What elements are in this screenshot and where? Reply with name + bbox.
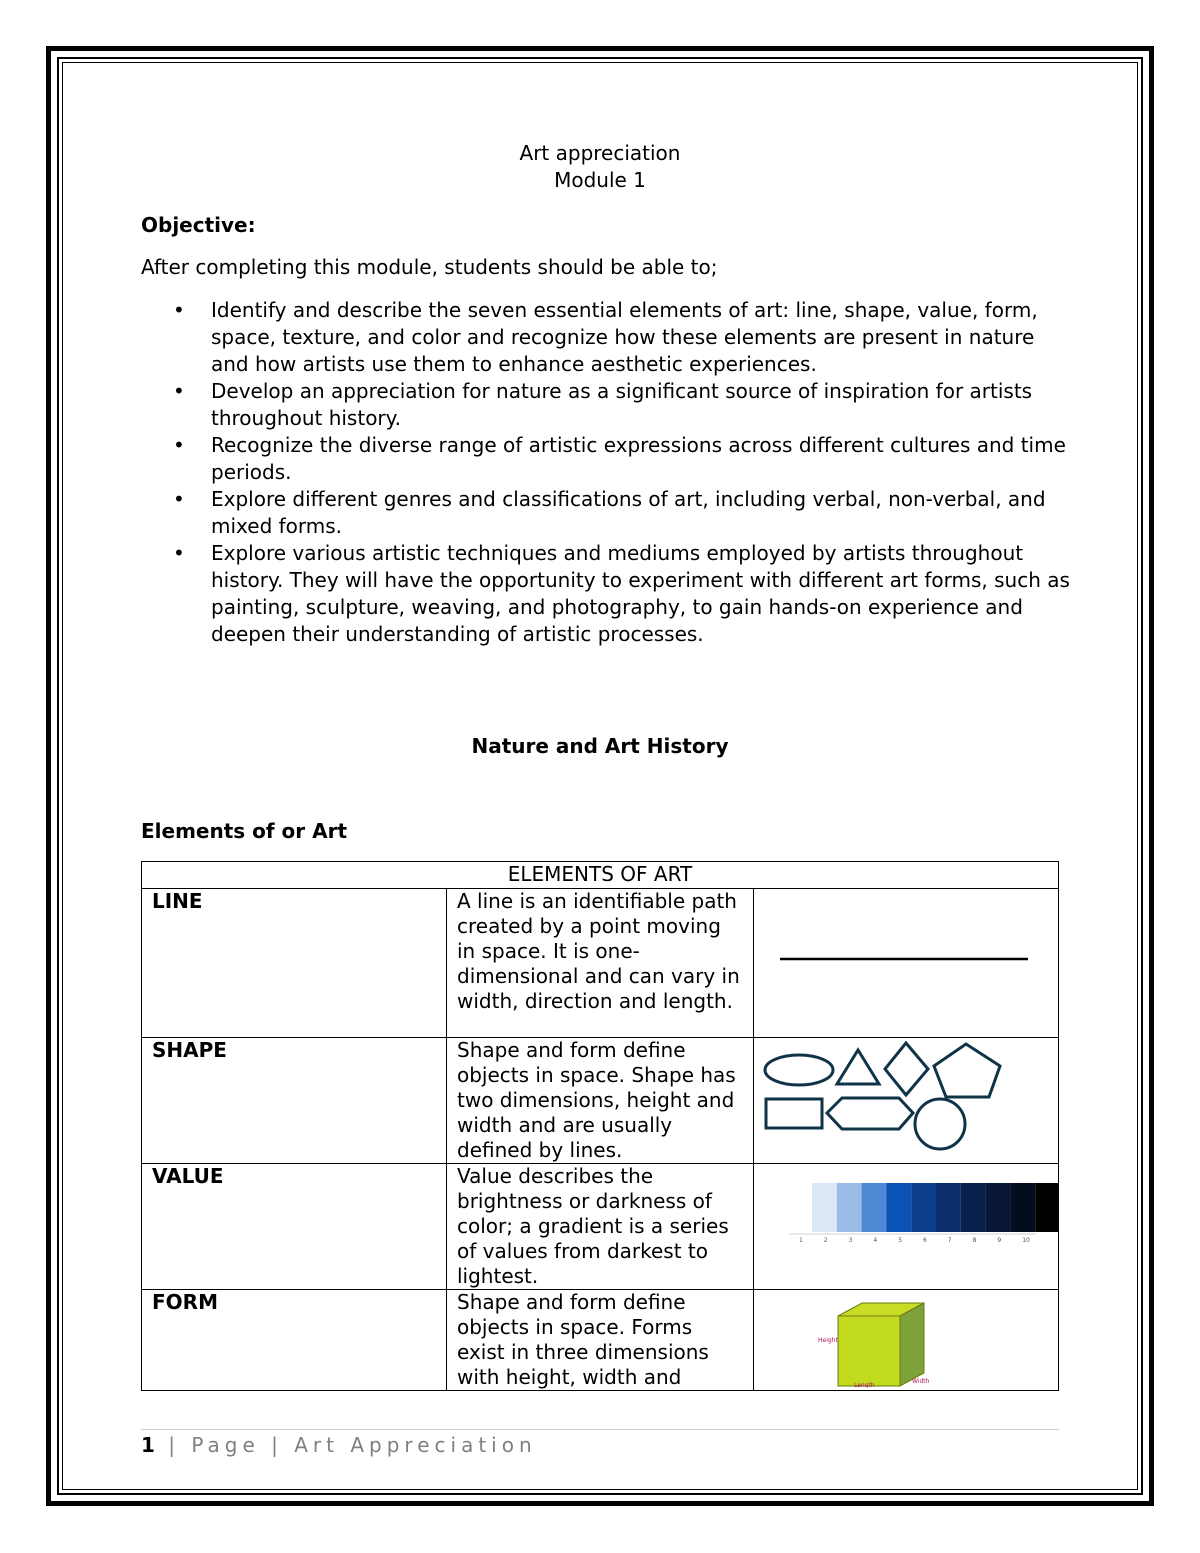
line-figure [754,889,1058,1037]
elements-table [141,861,1059,1391]
value-swatch [911,1183,936,1232]
footer-divider [141,1429,1059,1430]
document-title: Art appreciation [519,141,681,165]
cube-height-label: Height [818,1337,838,1344]
objective-item: • Explore different genres and classifications of art, including verbal, non-verbal, and mixed forms. [141,486,1071,540]
triangle-shape [837,1050,879,1084]
diamond-shape [885,1043,928,1095]
subsection-title: Elements of or Art [141,819,348,843]
value-swatch [812,1183,837,1232]
page-number: 1 [141,1433,157,1457]
footer-text: | Page | Art Appreciation [168,1433,537,1457]
element-description: A line is an identifiable path created by a point moving in space. It is one- dimensional and can vary in width, direction and length. [447,889,754,1038]
form-illustration [754,1290,1059,1391]
cube-length-label: Length [854,1382,875,1388]
value-swatch [837,1183,862,1232]
objective-heading: Objective: [141,213,256,237]
value-scale-label: 4 [873,1237,878,1244]
table-row [142,1038,1059,1164]
objective-intro: After completing this module, students should be able to; [141,255,718,279]
cube-front-face [838,1316,900,1386]
objective-item: • Recognize the diverse range of artistic expressions across different cultures and time periods. [141,432,1071,486]
value-scale-label: 9 [997,1237,1002,1244]
table-row [142,1164,1059,1290]
table-header: ELEMENTS OF ART [142,862,1059,889]
value-scale-label: 7 [947,1237,952,1244]
element-description: Shape and form define objects in space. Shape has two dimensions, height and width and are usually defined by lines. [447,1038,754,1164]
value-swatch [862,1183,887,1232]
line-illustration [754,889,1059,1038]
value-illustration [754,1164,1059,1290]
document-subtitle: Module 1 [554,168,646,192]
cube-figure [754,1290,1058,1388]
cube-width-label: Width [912,1378,930,1385]
element-name: VALUE [142,1164,447,1290]
value-scale-label: 3 [848,1237,853,1244]
shape-illustration [754,1038,1059,1164]
value-swatch [936,1183,961,1232]
hexagon-shape [827,1098,913,1129]
objectives-list [141,297,1071,648]
table-row [142,1290,1059,1391]
value-swatch [986,1183,1011,1232]
value-scale-label: 10 [1022,1237,1030,1244]
value-scale-label: 1 [799,1237,803,1244]
value-swatch [1035,1183,1058,1232]
circle-shape [915,1099,965,1149]
element-name: SHAPE [142,1038,447,1164]
rectangle-shape [766,1099,822,1128]
value-scale-figure [754,1164,1058,1288]
value-swatch [1010,1183,1035,1232]
section-title: Nature and Art History [471,734,729,758]
shapes-figure [754,1038,1058,1163]
element-description: Shape and form define objects in space. Forms exist in three dimensions with height, width and [447,1290,754,1391]
value-scale-label: 6 [923,1237,927,1244]
value-scale-label: 8 [972,1237,977,1244]
ellipse-shape [765,1055,833,1085]
objective-item: • Develop an appreciation for nature as a significant source of inspiration for artists throughout history. [141,378,1071,432]
table-row [142,889,1059,1038]
pentagon-shape [934,1044,1000,1097]
element-name: FORM [142,1290,447,1391]
value-scale-label: 2 [823,1237,828,1244]
cube-side-face [900,1303,924,1386]
value-swatch [961,1183,986,1232]
element-description: Value describes the brightness or darkness of color; a gradient is a series of values from darkest to lightest. [447,1164,754,1290]
element-name: LINE [142,889,447,1038]
value-swatch [886,1183,911,1232]
objective-item: • Identify and describe the seven essential elements of art: line, shape, value, form, space, texture, and color and recognize how these elements are present in nature and how artists use them to enhance aesthetic experiences. [141,297,1071,378]
page-footer [141,1433,537,1457]
objective-item: • Explore various artistic techniques and mediums employed by artists throughout history. They will have the opportunity to experiment with different art forms, such as painting, sculpture, weaving, and photography, to gain hands-on experience and deepen their understanding of artistic processes. [141,540,1071,648]
value-scale-label: 5 [898,1237,903,1244]
